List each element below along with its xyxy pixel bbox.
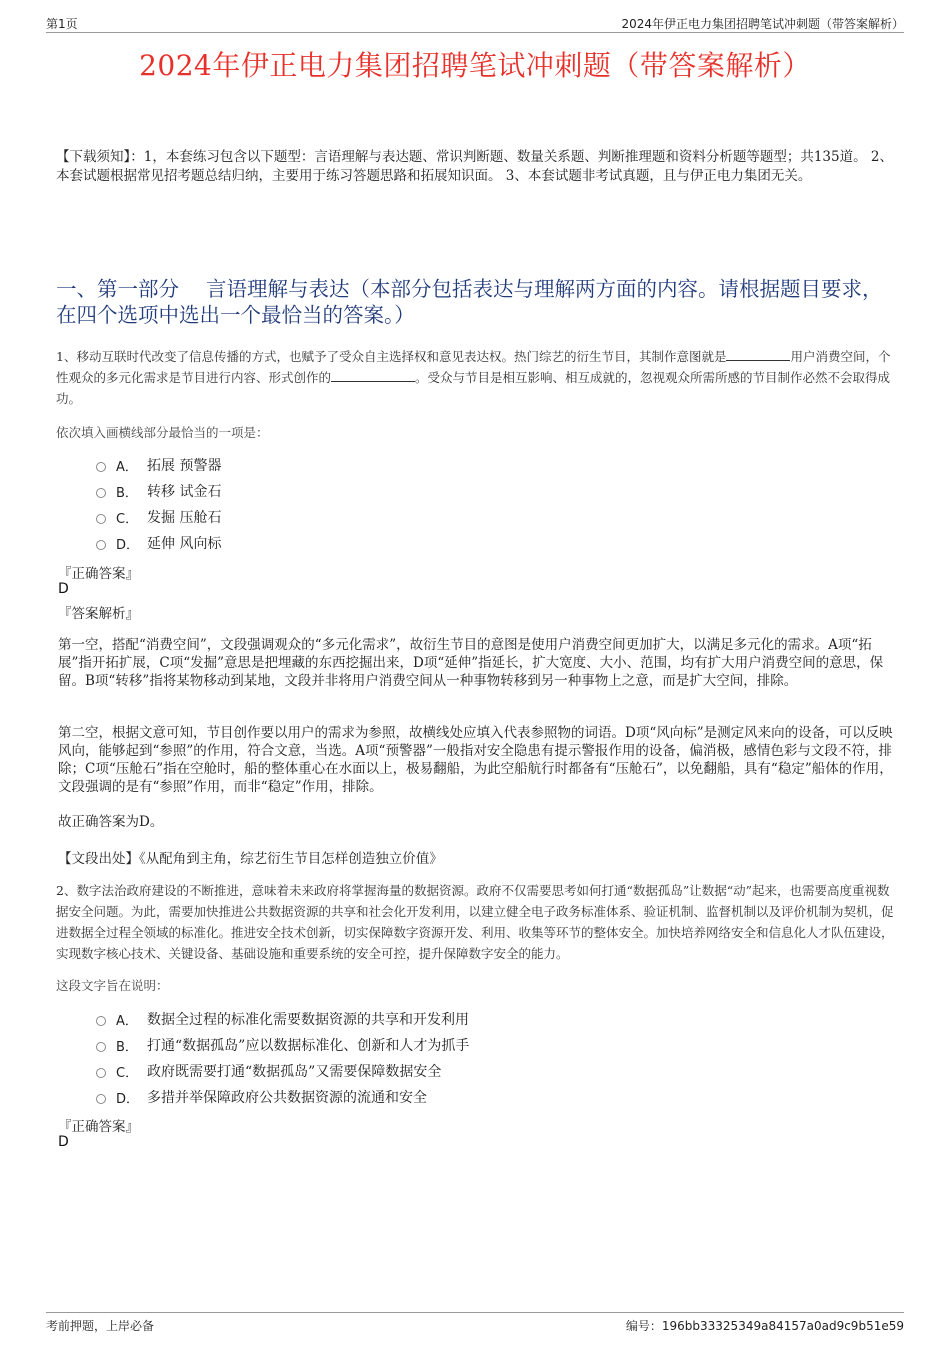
option-letter: A． (116, 1013, 138, 1029)
option-d[interactable] (96, 530, 221, 556)
option-letter: C． (116, 1065, 139, 1081)
analysis-label: 『答案解析』 (58, 606, 139, 622)
section-heading: 一、第一部分 言语理解与表达（本部分包括表达与理解两方面的内容。请根据题目要求，在四个选项中选出一个最恰当的答案。） (56, 277, 883, 327)
header-doc-title: 2024年伊正电力集团招聘笔试冲刺题（带答案解析） (621, 17, 904, 31)
option-text: 转移 试金石 (147, 484, 222, 500)
radio-icon[interactable] (96, 1016, 106, 1026)
question-1-stem (56, 346, 898, 409)
radio-icon[interactable] (96, 462, 106, 472)
document-title: 2024年伊正电力集团招聘笔试冲刺题（带答案解析） (139, 49, 811, 82)
option-b[interactable] (96, 1032, 469, 1058)
option-b[interactable] (96, 478, 221, 504)
question-2-stem: 2、数字法治政府建设的不断推进，意味着未来政府将掌握海量的数据资源。政府不仅需要思考如何打通“数据孤岛”让数据“动”起来，也需要高度重视数据安全问题。为此，需要加快推进公共数据资源的共享和社会化开发利用，以建立健全电子政务标准体系、验证机制、监督机制以及评价机制为契机，促进数据全过程全领域的标准化。推进安全技术创新，切实保障数字资源开发、利用、收集等环节的整体安全。加快培养网络安全和信息化人才队伍建设，实现数字核心技术、关键设备、基础设施和重要系统的安全可控，提升保障数字安全的能力。 (56, 883, 894, 961)
option-letter: D． (116, 1091, 140, 1107)
option-text: 多措并举保障政府公共数据资源的流通和安全 (147, 1090, 427, 1106)
download-notice: 【下载须知】：1，本套练习包含以下题型：言语理解与表达题、常识判断题、数量关系题、判断推理题和资料分析题等题型；共135道。 2、本套试题根据常见招考题总结归纳，主要用于练习答题思路和拓展知识面。 3、本套试题非考试真题，且与伊正电力集团无关。 (56, 149, 893, 184)
correct-answer: D (58, 1134, 69, 1150)
analysis-paragraph-1: 第一空，搭配“消费空间”，文段强调观众的“多元化需求”，故衍生节目的意图是使用户消费空间更加扩大，以满足多元化的需求。A项“拓展”指开拓扩展，C项“发掘”意思是把埋藏的东西挖掘出来，D项“延伸”指延长，扩大宽度、大小、范围，均有扩大用户消费空间的意思，保留。B项“转移”指将某物移动到某地，文段并非将用户消费空间从一种事物转移到另一种事物上之意，而是扩大空间，排除。 (58, 637, 884, 689)
radio-icon[interactable] (96, 1068, 106, 1078)
fill-blank-2 (331, 369, 415, 382)
analysis-conclusion: 故正确答案为D。 (58, 814, 164, 830)
option-d[interactable] (96, 1084, 469, 1110)
page-header (46, 14, 904, 33)
option-text: 政府既需要打通“数据孤岛”又需要保障数据安全 (147, 1064, 442, 1080)
page-footer (46, 1312, 904, 1333)
option-text: 拓展 预警器 (147, 458, 222, 474)
question-1-stem-part-b: 用户消费空间，个性观众的多元化需求是节目进行内容、形式创作的 (56, 349, 891, 385)
radio-icon[interactable] (96, 488, 106, 498)
passage-source: 【文段出处】《从配角到主角，综艺衍生节目怎样创造独立价值》 (58, 851, 443, 867)
option-a[interactable] (96, 1006, 469, 1032)
option-text: 发掘 压舱石 (147, 510, 222, 526)
question-1-stem-part-a: 1、移动互联时代改变了信息传播的方式，也赋予了受众自主选择权和意见表达权。热门综艺的衍生节目，其制作意图就是 (56, 349, 727, 364)
question-1-options (96, 452, 221, 556)
option-letter: D． (116, 537, 140, 553)
option-letter: C． (116, 511, 139, 527)
question-2-options (96, 1006, 469, 1110)
correct-answer: D (58, 581, 69, 597)
radio-icon[interactable] (96, 1042, 106, 1052)
analysis-paragraph-2: 第二空，根据文意可知，节目创作要以用户的需求为参照，故横线处应填入代表参照物的词语。D项“风向标”是测定风来向的设备，可以反映风向，能够起到“参照”的作用，符合文意，当选。A项“预警器”一般指对安全隐患有提示警报作用的设备，偏消极，感情色彩与文段不符，排除；C项“压舱石”指在空舱时，船的整体重心在水面以上，极易翻船，为此空船航行时都备有“压舱石”，以免翻船，具有“稳定”船体的作用，文段强调的是有“参照”作用，而非“稳定”作用，排除。 (58, 725, 893, 795)
correct-answer-label: 『正确答案』 (58, 566, 139, 582)
option-c[interactable] (96, 1058, 469, 1084)
radio-icon[interactable] (96, 514, 106, 524)
option-letter: B． (116, 485, 138, 501)
question-1-prompt: 依次填入画横线部分最恰当的一项是： (56, 425, 269, 440)
option-letter: A． (116, 459, 138, 475)
option-text: 数据全过程的标准化需要数据资源的共享和开发利用 (147, 1012, 469, 1028)
question-2-prompt: 这段文字旨在说明： (56, 978, 169, 993)
option-letter: B． (116, 1039, 138, 1055)
option-c[interactable] (96, 504, 221, 530)
option-text: 延伸 风向标 (147, 536, 222, 552)
page-number: 第1页 (46, 17, 78, 31)
radio-icon[interactable] (96, 540, 106, 550)
option-a[interactable] (96, 452, 221, 478)
fill-blank-1 (726, 348, 790, 361)
radio-icon[interactable] (96, 1094, 106, 1104)
correct-answer-label: 『正确答案』 (58, 1119, 139, 1135)
footer-serial: 编号：196bb33325349a84157a0ad9c9b51e59 (625, 1319, 904, 1333)
footer-slogan: 考前押题，上岸必备 (46, 1319, 155, 1333)
option-text: 打通“数据孤岛”应以数据标准化、创新和人才为抓手 (147, 1038, 470, 1054)
question-1-stem-part-c: 。受众与节目是相互影响、相互成就的，忽视观众所需所感的节目制作必然不会取得成功。 (56, 370, 891, 406)
